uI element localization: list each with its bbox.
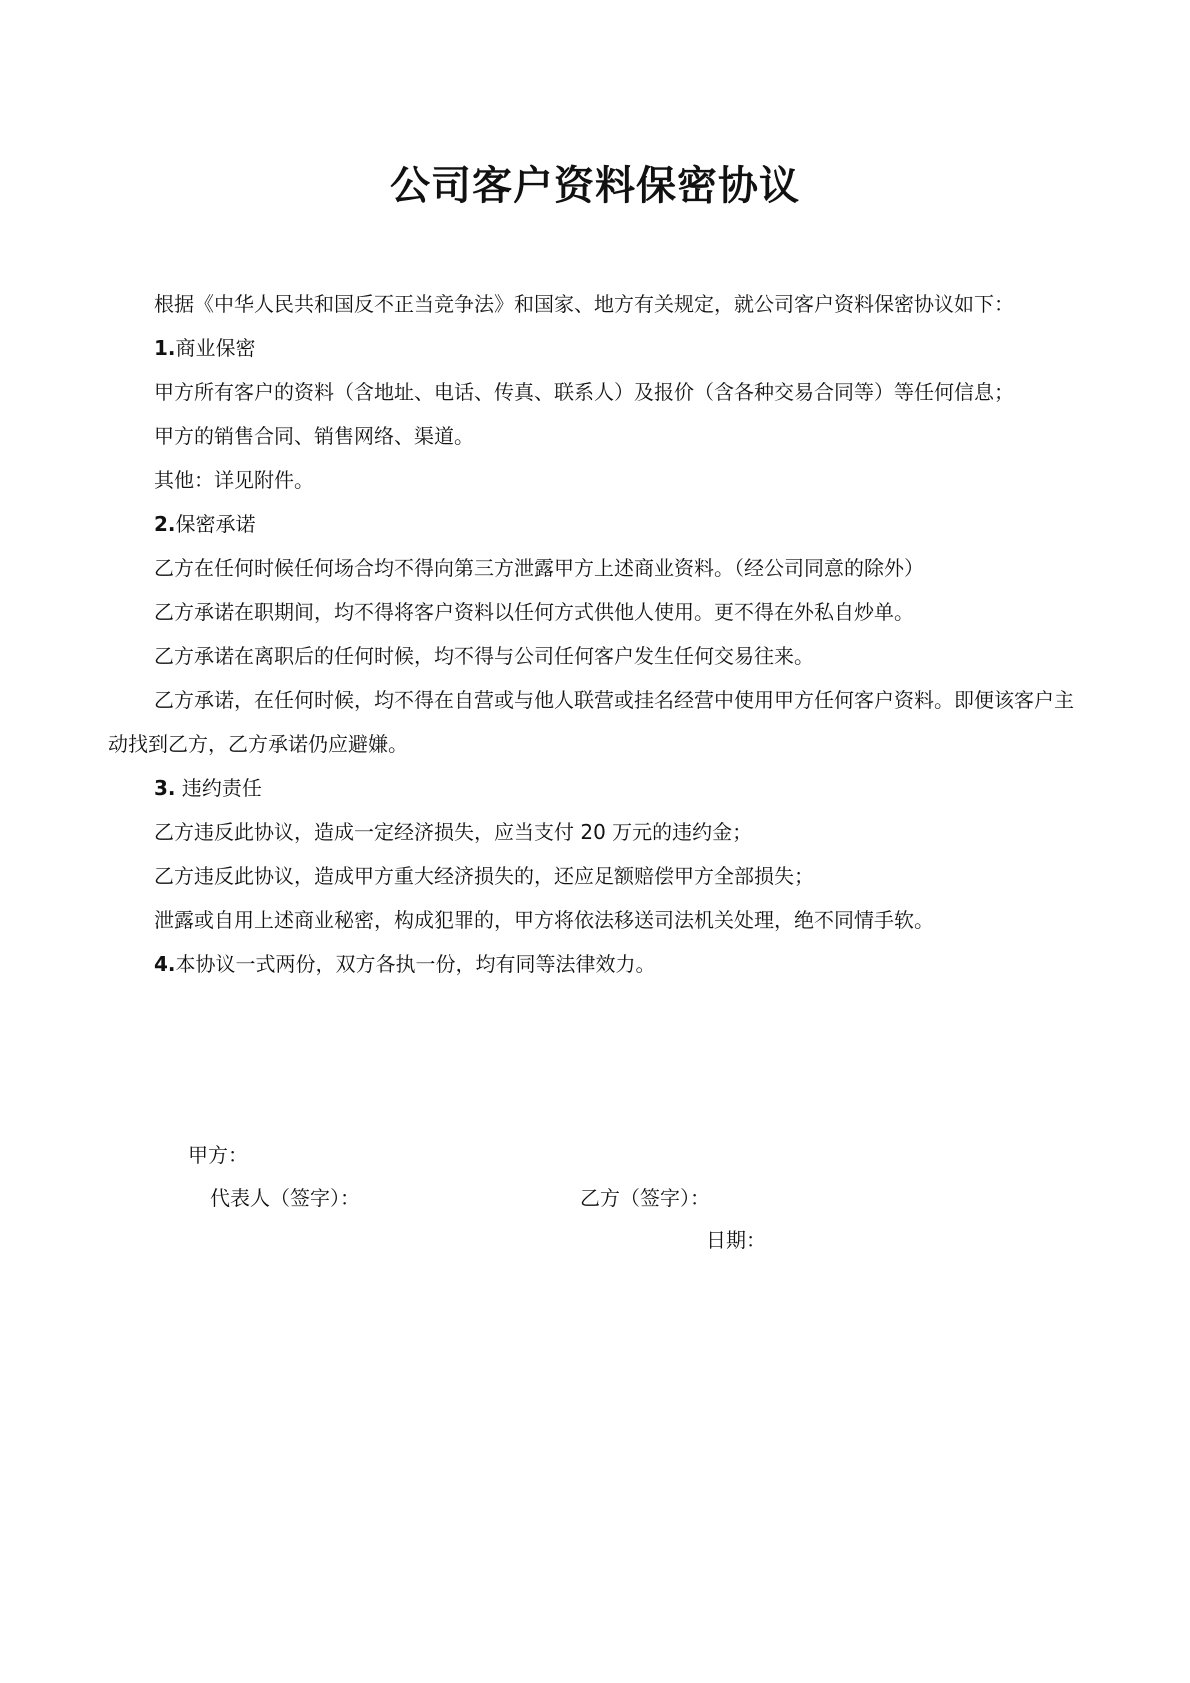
section-heading-text: 商业保密 — [175, 336, 256, 360]
section-2-paragraph: 乙方在任何时候任何场合均不得向第三方泄露甲方上述商业资料。（经公司同意的除外） — [154, 556, 924, 580]
section-1-paragraph: 甲方的销售合同、销售网络、渠道。 — [154, 424, 474, 448]
document-title: 公司客户资料保密协议 — [390, 163, 800, 209]
section-3-paragraph: 乙方违反此协议，造成一定经济损失，应当支付 20 万元的违约金； — [154, 820, 753, 844]
section-number: 3. — [154, 776, 176, 800]
document-body — [108, 282, 1082, 986]
party-a-label: 甲方： — [188, 1143, 248, 1167]
section-number: 4. — [154, 952, 176, 976]
section-3-paragraph: 乙方违反此协议，造成甲方重大经济损失的，还应足额赔偿甲方全部损失； — [154, 864, 814, 888]
section-number: 1. — [154, 336, 176, 360]
section-heading-text: 保密承诺 — [175, 512, 256, 536]
section-number: 2. — [154, 512, 176, 536]
section-1-paragraph: 甲方所有客户的资料（含地址、电话、传真、联系人）及报价（含各种交易合同等）等任何信息； — [154, 380, 1014, 404]
section-heading-text: 违约责任 — [175, 776, 262, 800]
section-heading-1 — [108, 326, 1082, 370]
section-heading-3 — [108, 766, 1082, 810]
section-heading-2 — [108, 502, 1082, 546]
section-3-paragraph: 泄露或自用上述商业秘密，构成犯罪的，甲方将依法移送司法机关处理，绝不同情手软。 — [154, 908, 934, 932]
section-2-paragraph: 乙方承诺，在任何时候，均不得在自营或与他人联营或挂名经营中使用甲方任何客户资料。即便该客户主动找到乙方，乙方承诺仍应避嫌。 — [108, 688, 1074, 756]
party-b-signature-label: 乙方（签字）： — [580, 1186, 710, 1210]
section-heading-text: 本协议一式两份，双方各执一份，均有同等法律效力。 — [175, 952, 656, 976]
section-heading-4 — [108, 942, 1082, 986]
intro-paragraph: 根据《中华人民共和国反不正当竞争法》和国家、地方有关规定，就公司客户资料保密协议如下： — [154, 292, 1014, 316]
section-1-paragraph: 其他：详见附件。 — [154, 468, 314, 492]
date-label: 日期： — [706, 1228, 766, 1252]
section-2-paragraph: 乙方承诺在离职后的任何时候，均不得与公司任何客户发生任何交易往来。 — [154, 644, 814, 668]
representative-signature-label: 代表人（签字）： — [210, 1186, 360, 1210]
section-2-paragraph: 乙方承诺在职期间，均不得将客户资料以任何方式供他人使用。更不得在外私自炒单。 — [154, 600, 914, 624]
